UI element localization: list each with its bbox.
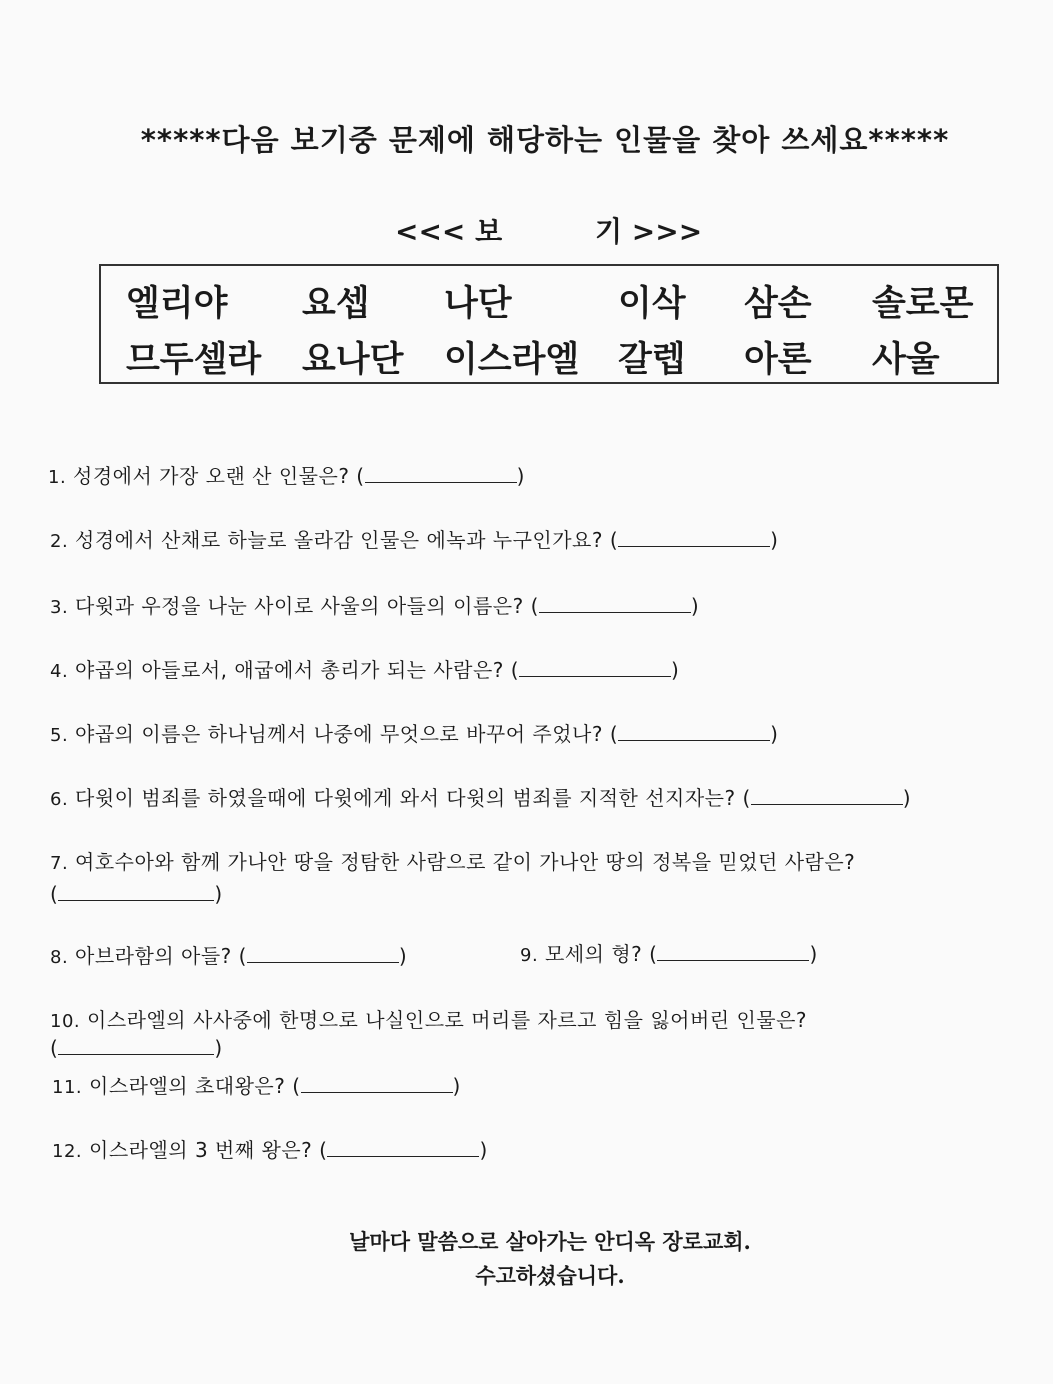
word-bank-item: 사울 <box>872 340 940 380</box>
answer-blank[interactable] <box>751 788 903 805</box>
question-7-answer: ( ) <box>50 882 223 906</box>
bogi-heading <box>395 210 702 250</box>
answer-blank[interactable] <box>301 1076 453 1093</box>
word-bank-item: 요나단 <box>302 340 404 380</box>
answer-blank[interactable] <box>58 1038 214 1055</box>
word-bank-item: 아론 <box>744 340 812 380</box>
answer-blank[interactable] <box>657 944 809 961</box>
bogi-heading-right: 기 >>> <box>595 215 703 248</box>
question-6: 6. 다윗이 범죄를 하였을때에 다윗에게 와서 다윗의 범죄를 지적한 선지자는? ( ) <box>50 786 912 810</box>
answer-blank[interactable] <box>247 946 399 963</box>
answer-blank[interactable] <box>519 660 671 677</box>
word-bank-item: 이스라엘 <box>444 340 580 380</box>
word-bank-item: 솔로몬 <box>872 284 974 324</box>
answer-blank[interactable] <box>58 884 214 901</box>
question-10-answer: ( ) <box>50 1036 223 1060</box>
question-7: 7. 여호수아와 함께 가나안 땅을 정탐한 사람으로 같이 가나안 땅의 정복을 믿었던 사람은? <box>50 850 856 874</box>
question-8: 8. 아브라함의 아들? ( ) <box>50 944 408 968</box>
word-bank-item: 나단 <box>444 284 512 324</box>
question-3: 3. 다윗과 우정을 나눈 사이로 사울의 아들의 이름은? ( ) <box>50 594 700 618</box>
worksheet-title: *****다음 보기중 문제에 해당하는 인물을 찾아 쓰세요***** <box>140 123 950 157</box>
question-10: 10. 이스라엘의 사사중에 한명으로 나실인으로 머리를 자르고 힘을 잃어버린 인물은? <box>50 1008 808 1032</box>
question-11: 11. 이스라엘의 초대왕은? ( ) <box>52 1074 461 1098</box>
question-9: 9. 모세의 형? ( ) <box>520 942 818 966</box>
bogi-heading-left: <<< 보 <box>395 215 503 248</box>
question-12: 12. 이스라엘의 3 번째 왕은? ( ) <box>52 1138 488 1162</box>
answer-blank[interactable] <box>618 724 770 741</box>
word-bank-item: 므두셀라 <box>126 340 262 380</box>
word-bank-item: 갈렙 <box>618 340 686 380</box>
footer-thanks-line: 수고하셨습니다. <box>475 1263 625 1288</box>
answer-blank[interactable] <box>365 466 517 483</box>
answer-blank[interactable] <box>539 596 691 613</box>
question-1: 1. 성경에서 가장 오랜 산 인물은? ( ) <box>48 464 525 488</box>
question-5: 5. 야곱의 이름은 하나님께서 나중에 무엇으로 바꾸어 주었나? ( ) <box>50 722 779 746</box>
word-bank-item: 요셉 <box>302 284 370 324</box>
word-bank-item: 이삭 <box>618 284 686 324</box>
footer-church-line: 날마다 말씀으로 살아가는 안디옥 장로교회. <box>349 1229 751 1254</box>
word-bank-item: 엘리야 <box>126 284 228 324</box>
answer-blank[interactable] <box>327 1140 479 1157</box>
answer-blank[interactable] <box>618 530 770 547</box>
question-2: 2. 성경에서 산채로 하늘로 올라감 인물은 에녹과 누구인가요? ( ) <box>50 528 779 552</box>
question-4: 4. 야곱의 아들로서, 애굽에서 총리가 되는 사람은? ( ) <box>50 658 680 682</box>
word-bank-item: 삼손 <box>744 284 812 324</box>
